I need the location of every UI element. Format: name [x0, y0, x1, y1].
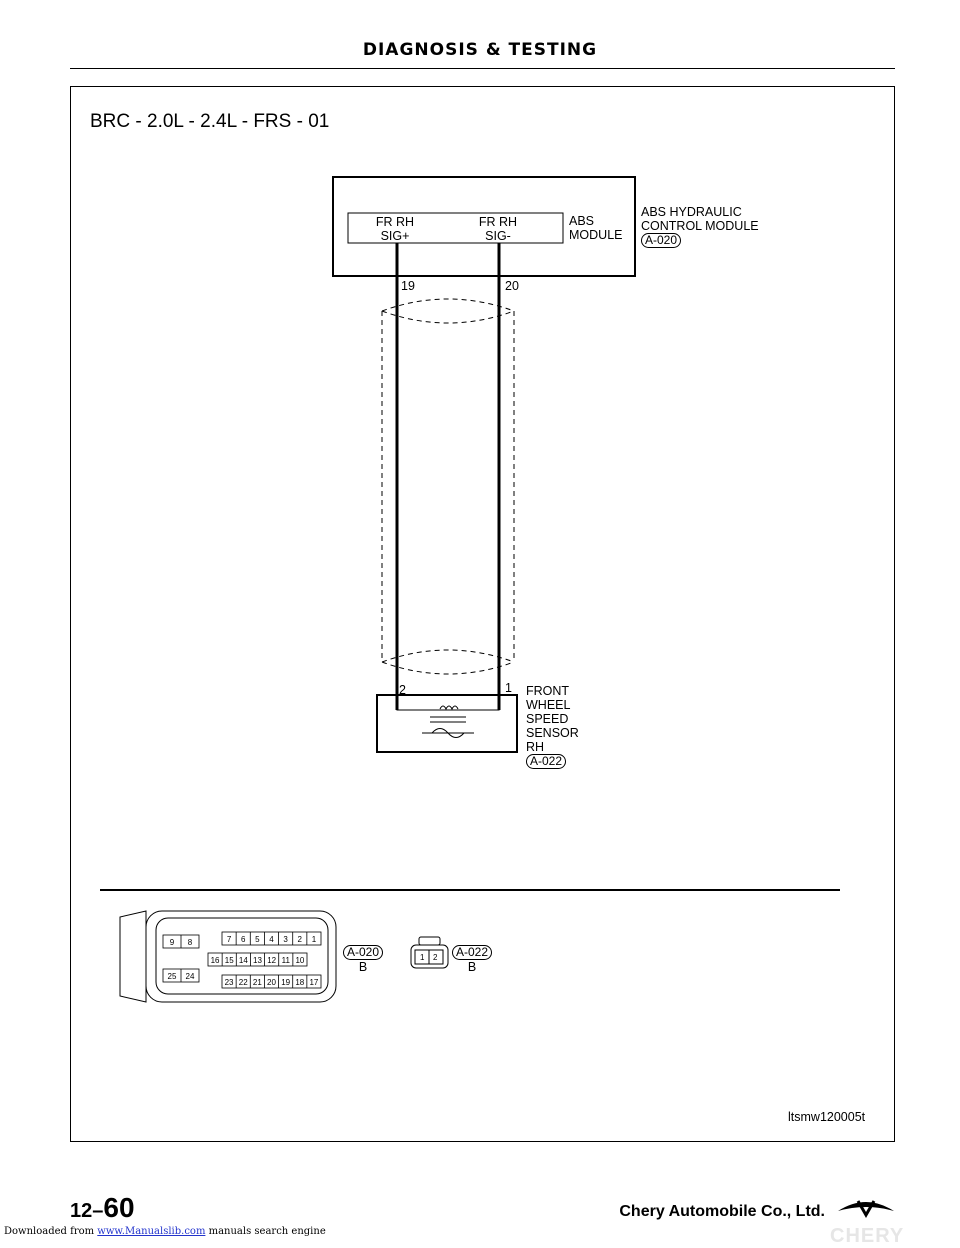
a020-pin-12: 12 — [267, 956, 277, 965]
connector-a022-color: B — [467, 960, 477, 974]
a020-pin-3: 3 — [283, 935, 288, 944]
a020-pin-13: 13 — [253, 956, 262, 965]
a020-pin-10: 10 — [295, 956, 305, 965]
a020-pin-20: 20 — [267, 978, 276, 987]
a020-pin-16: 16 — [210, 956, 220, 965]
download-note: Downloaded from www.Manualslib.com manuals search engine — [4, 1226, 326, 1237]
abs-pin-20: 20 — [505, 279, 519, 293]
sensor-pin-1: 1 — [505, 681, 512, 695]
abs-connector-ref: A-020 — [641, 233, 681, 248]
a020-pin-25: 25 — [167, 972, 177, 981]
a020-pin-11: 11 — [281, 956, 290, 965]
sensor-name: FRONT WHEEL SPEED SENSOR RH A-022 — [526, 684, 579, 768]
a020-pin-7: 7 — [226, 935, 232, 944]
section-title: DIAGNOSIS & TESTING — [362, 40, 598, 60]
a020-pin-22: 22 — [238, 978, 248, 987]
sensor-symbol — [422, 706, 474, 738]
a020-pin-23: 23 — [224, 978, 234, 987]
a020-pin-21: 21 — [252, 978, 262, 987]
a020-pin-24: 24 — [185, 972, 195, 981]
abs-pin-19: 19 — [401, 279, 415, 293]
a020-pin-1: 1 — [311, 935, 317, 944]
a020-pin-2: 2 — [297, 935, 303, 944]
image-id: ltsmw120005t — [788, 1110, 866, 1124]
a020-pin-15: 15 — [224, 956, 234, 965]
a020-pin-19: 19 — [281, 978, 291, 987]
a020-pin-6: 6 — [240, 935, 246, 944]
connector-a022-pin-2: 2 — [433, 953, 438, 962]
diagram-title: BRC - 2.0L - 2.4L - FRS - 01 — [90, 111, 330, 132]
a020-pin-18: 18 — [295, 978, 305, 987]
a020-pin-17: 17 — [309, 978, 319, 987]
a020-pin-4: 4 — [269, 935, 274, 944]
connector-a022-label: A-022 B — [449, 945, 495, 974]
logo-watermark: CHERY — [830, 1225, 905, 1247]
connector-a020-color: B — [358, 960, 368, 974]
page-number: 12–60 — [70, 1192, 135, 1223]
sensor-pin-2: 2 — [399, 683, 406, 697]
a020-pin-14: 14 — [238, 956, 248, 965]
a020-pin-8: 8 — [187, 938, 193, 947]
sensor-connector-ref: A-022 — [526, 754, 566, 769]
abs-pin-label-sig-minus: FR RH SIG- — [478, 215, 518, 243]
connector-a022-pin-1: 1 — [420, 953, 425, 962]
sensor-inner-link — [397, 695, 499, 710]
manualslib-link[interactable]: www.Manualslib.com — [97, 1226, 206, 1237]
a020-pin-5: 5 — [255, 935, 260, 944]
abs-pin-label-sig-plus: FR RH SIG+ — [375, 215, 415, 243]
connector-a022-face — [411, 937, 448, 968]
company-name: Chery Automobile Co., Ltd. — [619, 1203, 825, 1220]
shield — [382, 299, 514, 674]
a020-pin-9: 9 — [169, 938, 175, 947]
abs-component-name: ABS HYDRAULIC CONTROL MODULE A-020 — [641, 205, 759, 247]
abs-module-inner-label: ABS MODULE — [569, 214, 623, 242]
connector-a020-label: A-020 B — [340, 945, 386, 974]
